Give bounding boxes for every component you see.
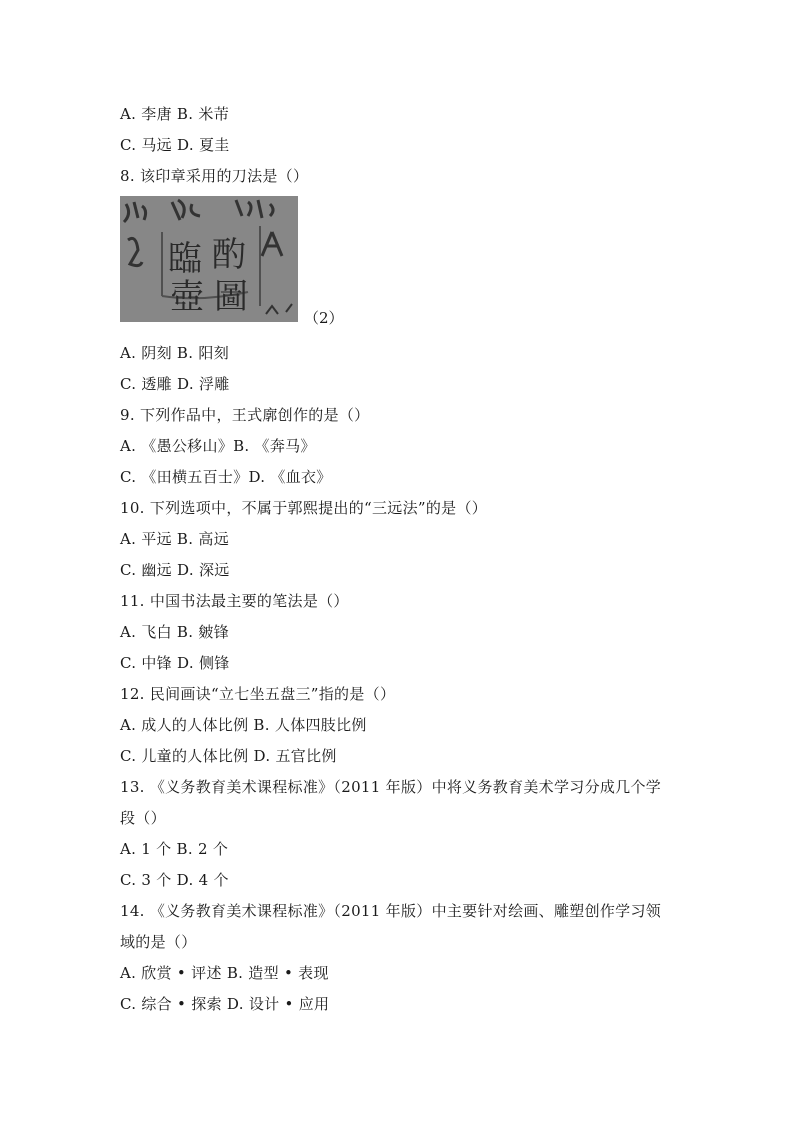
q11-options-ab: A. 飞白 B. 皴锋 [120, 623, 229, 641]
q8-question: 8. 该印章采用的刀法是（） [120, 167, 309, 185]
q14-question-line1: 14. 《义务教育美术课程标准》（2011 年版）中主要针对绘画、雕塑创作学习领 [120, 902, 662, 920]
seal-char-2: 酌 [212, 235, 246, 275]
q13-options-ab: A. 1 个 B. 2 个 [120, 840, 229, 858]
seal-char-3: 壺 [170, 277, 204, 317]
seal-char-1: 臨 [168, 239, 202, 279]
q10-options-ab: A. 平远 B. 高远 [120, 530, 229, 548]
seal-image [120, 196, 298, 322]
q12-options-cd: C. 儿童的人体比例 D. 五官比例 [120, 747, 337, 765]
q11-question: 11. 中国书法最主要的笔法是（） [120, 592, 349, 610]
q7-options-ab: A. 李唐 B. 米芾 [120, 105, 229, 123]
q9-question: 9. 下列作品中，王式廓创作的是（） [120, 406, 370, 424]
q10-options-cd: C. 幽远 D. 深远 [120, 561, 230, 579]
q13-question-line2: 段（） [120, 809, 166, 827]
q12-options-ab: A. 成人的人体比例 B. 人体四肢比例 [120, 716, 367, 734]
q14-question-line2: 域的是（） [120, 933, 197, 951]
q14-options-cd: C. 综合 • 探索 D. 设计 • 应用 [120, 995, 330, 1013]
q8-options-cd: C. 透雕 D. 浮雕 [120, 375, 230, 393]
q13-options-cd: C. 3 个 D. 4 个 [120, 871, 229, 889]
seal-char-4: 圖 [214, 277, 248, 317]
q13-question-line1: 13. 《义务教育美术课程标准》（2011 年版）中将义务教育美术学习分成几个学 [120, 778, 662, 796]
seal-photo-icon [120, 196, 298, 322]
q7-options-cd: C. 马远 D. 夏圭 [120, 136, 230, 154]
q14-options-ab: A. 欣赏 • 评述 B. 造型 • 表现 [120, 964, 329, 982]
seal-figure-label: （2） [304, 309, 344, 327]
q8-options-ab: A. 阴刻 B. 阳刻 [120, 344, 229, 362]
q10-question: 10. 下列选项中，不属于郭熙提出的“三远法”的是（） [120, 499, 488, 517]
q11-options-cd: C. 中锋 D. 侧锋 [120, 654, 230, 672]
q9-options-cd: C. 《田横五百士》D. 《血衣》 [120, 468, 332, 486]
q12-question: 12. 民间画诀“立七坐五盘三”指的是（） [120, 685, 396, 703]
q9-options-ab: A. 《愚公移山》B. 《奔马》 [120, 437, 316, 455]
